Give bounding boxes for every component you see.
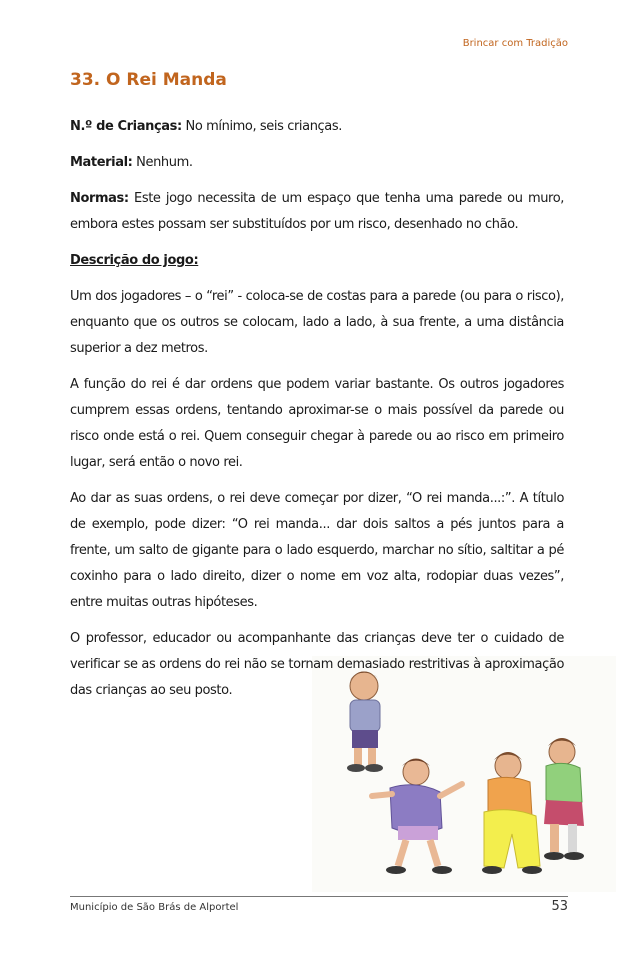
rules-label: Normas: [70,191,129,206]
children-count-value: No mínimo, seis crianças. [181,119,342,134]
paragraph: O professor, educador ou acompanhante das crianças deve ter o cuidado de verificar se as ordens do rei não se tornam demasiado restritivas à aproximação das crianças ao seu posto. [70,631,564,698]
running-header: Brincar com Tradição [462,38,568,49]
section-title: 33. O Rei Manda [70,70,227,90]
footer-municipality: Município de São Brás de Alportel [70,902,239,913]
description-heading [70,248,564,274]
paragraph: Ao dar as suas ordens, o rei deve começar por dizer, “O rei manda...:”. A título de exemplo, pode dizer: “O rei manda... dar dois saltos a pés juntos para a frente, um salto de gigante para o lado esquerdo, marchar no sítio, saltitar a pé coxinho para o lado direito, dizer o nome em voz alta, rodopiar duas vezes”, entre muitas outras hipóteses. [70,491,564,610]
children-count-line [70,114,564,140]
children-count-label: N.º de Crianças: [70,119,182,134]
body-text [70,114,564,714]
material-label: Material: [70,155,133,170]
description-label: Descrição do jogo: [70,253,199,268]
material-line [70,150,564,176]
page-number: 53 [551,899,568,914]
rules-value: Este jogo necessita de um espaço que tenha uma parede ou muro, embora estes possam ser substituídos por um risco, desenhado no chão. [70,191,564,232]
rules-line [70,186,564,238]
footer-divider [70,896,568,897]
material-value: Nenhum. [132,155,193,170]
paragraph: Um dos jogadores – o “rei” - coloca-se de costas para a parede (ou para o risco), enquanto que os outros se colocam, lado a lado, à sua frente, a uma distância superior a dez metros. [70,289,564,356]
paragraph: A função do rei é dar ordens que podem variar bastante. Os outros jogadores cumprem essas ordens, tentando aproximar-se o mais possível da parede ou risco onde está o rei. Quem conseguir chegar à parede ou ao risco em primeiro lugar, será então o novo rei. [70,377,564,470]
